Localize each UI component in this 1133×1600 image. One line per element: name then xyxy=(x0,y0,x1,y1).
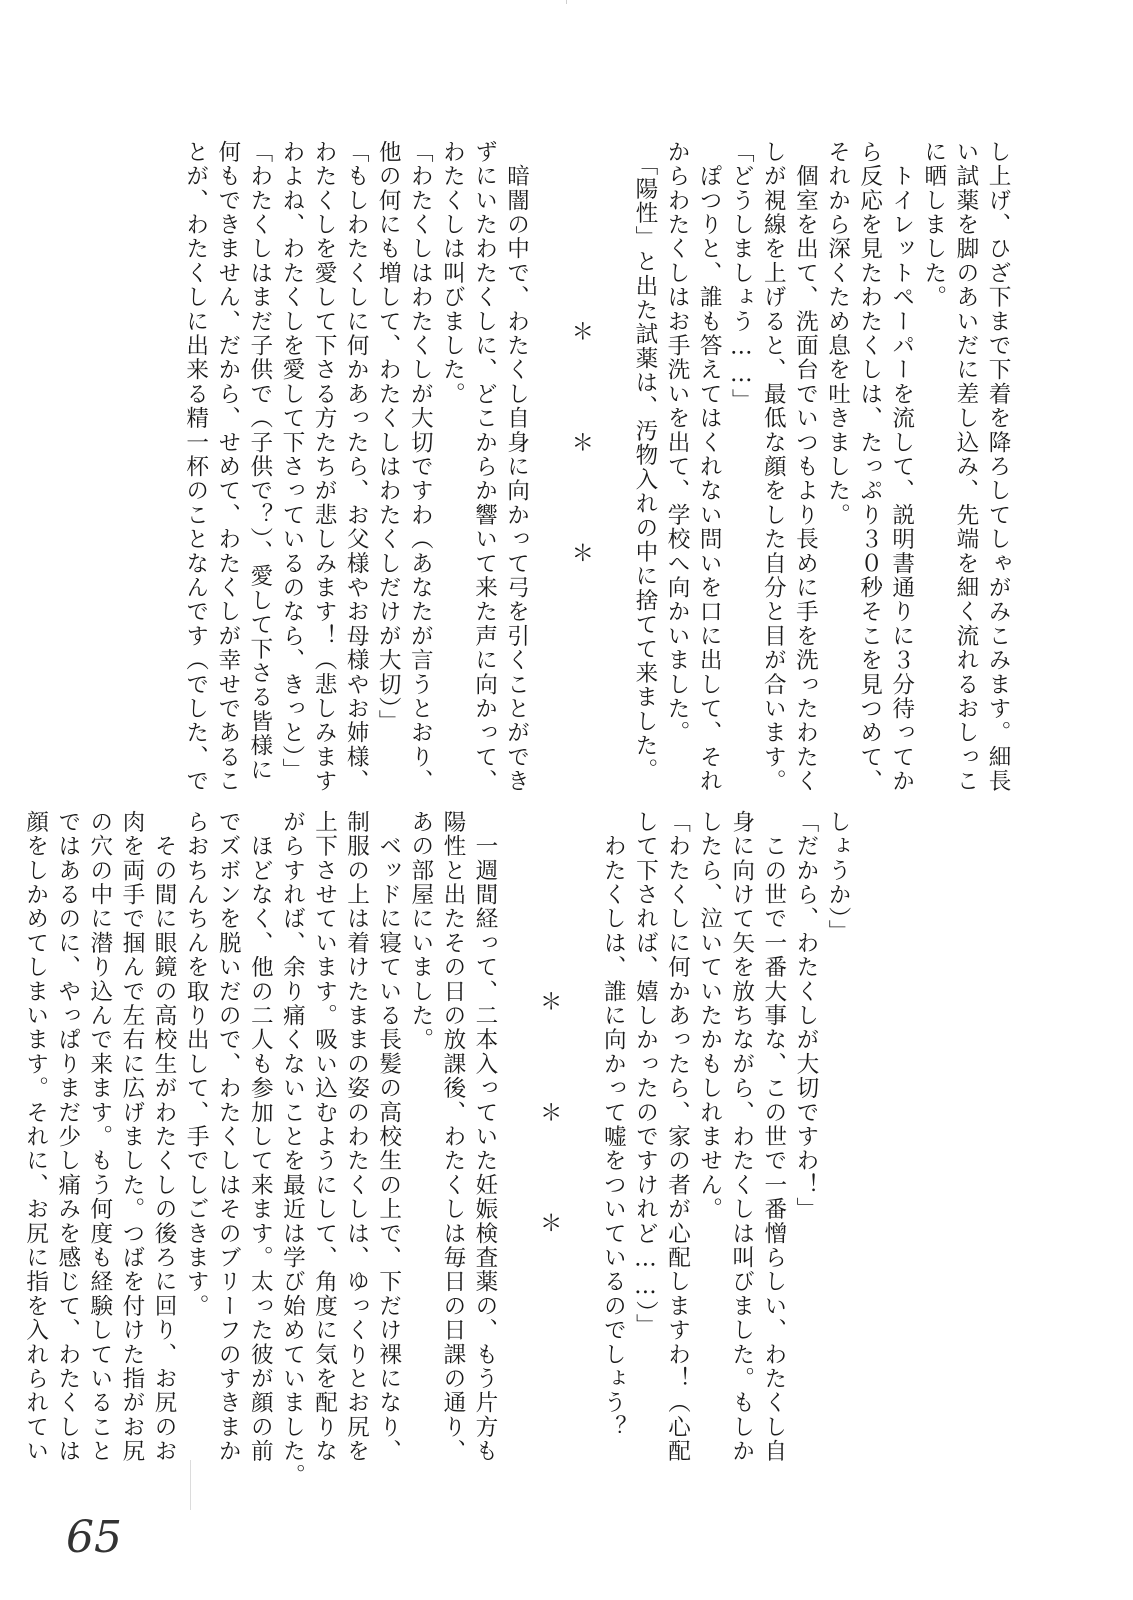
text-column: 何もできません、だから、せめて、わたくしが幸せであるこ xyxy=(214,140,241,794)
text-column: でズボンを脱いだので、わたくしはそのブリーフのすきまか xyxy=(215,810,242,1464)
text-column: ベッドに寝ている長髪の高校生の上で、下だけ裸になり、 xyxy=(375,810,402,1464)
text-column: あの部屋にいました。 xyxy=(407,810,434,1052)
text-column: しが視線を上げると、最低な顔をした自分と目が合います。 xyxy=(760,140,787,794)
text-column: し上げ、ひざ下まで下着を降ろしてしゃがみこみます。細長 xyxy=(985,140,1011,794)
text-column: したら、泣いていたかもしれません。 xyxy=(696,810,723,1222)
text-column: 制服の上は着けたままの姿のわたくしは、ゆっくりとお尻を xyxy=(343,810,370,1464)
text-column: 暗闇の中で、わたくし自身に向かって弓を引くことができ xyxy=(503,140,530,794)
text-column: 「もしわたくしに何かあったら、お父様やお母様やお姉様、 xyxy=(343,140,370,794)
text-column: それから深くため息を吐きました。 xyxy=(824,140,851,528)
text-column: 一週間経って、二本入っていた妊娠検査薬の、もう片方も xyxy=(471,810,498,1464)
text-column: 上下させています。吸い込むようにして、角度に気を配りな xyxy=(311,810,338,1464)
text-column: ではあるのに、やっぱりまだ少し痛みを感じて、わたくしは xyxy=(54,810,81,1464)
text-column: 「わたくしはわたくしが大切ですわ（あなたが言うとおり、 xyxy=(407,140,434,794)
text-column: ぽつりと、誰も答えてはくれない問いを口に出して、それ xyxy=(696,140,723,794)
text-column xyxy=(533,140,565,765)
text-column: 「陽性」と出た試薬は、汚物入れの中に捨てて来ました。 xyxy=(631,140,658,783)
text-column: 「どうしましょう……」 xyxy=(728,140,755,413)
text-column: しょうか）」 xyxy=(825,810,851,944)
text-column: 陽性と出たその日の放課後、わたくしは毎日の日課の通り、 xyxy=(439,810,466,1464)
text-column: わよね、わたくしを愛して下さっているのなら、きっと）」 xyxy=(278,140,305,783)
text-column: 個室を出て、洗面台でいつもより長めに手を洗ったわたく xyxy=(792,140,819,794)
section-break: ＊＊＊ xyxy=(536,990,563,1322)
text-column: この世で一番大事な、この世で一番憎らしい、わたくし自 xyxy=(760,810,787,1464)
text-column: 他の何にも増して、わたくしはわたくしだけが大切）」 xyxy=(375,140,402,734)
upper-text-block xyxy=(160,140,1014,794)
text-column: わたくしは叫びました。 xyxy=(439,140,466,407)
text-column: その間に眼鏡の高校生がわたくしの後ろに回り、お尻のお xyxy=(151,810,178,1464)
text-column: ら反応を見たわたくしは、たっぷり３０秒そこを見つめて、 xyxy=(856,140,883,794)
section-break: ＊＊＊ xyxy=(567,320,594,652)
text-column: 身に向けて矢を放ちながら、わたくしは叫びました。もしか xyxy=(728,810,755,1464)
text-column: ほどなく、他の二人も参加して来ます。太った彼が顔の前 xyxy=(247,810,274,1464)
text-column: わたくしは、誰に向かって嘘をついているのでしょう？ xyxy=(600,810,627,1440)
text-column: の穴の中に潜り込んで来ます。もう何度も経験していること xyxy=(86,810,113,1464)
text-column: とが、わたくしに出来る精一杯のことなんです（でした、で xyxy=(182,140,209,794)
text-column: がらすれば、余り痛くないことを最近は学び始めていました。 xyxy=(279,810,306,1488)
page-number: 65 xyxy=(66,1512,122,1563)
text-column: 「だから、わたくしが大切ですわ！」 xyxy=(792,810,819,1222)
text-column: トイレットペーパーを流して、説明書通りに３分待ってか xyxy=(888,140,915,794)
text-column: 顔をしかめてしまいます。それに、お尻に指を入れられてい xyxy=(22,810,49,1464)
text-column: い試薬を脚のあいだに差し込み、先端を細く流れるおしっこ xyxy=(952,140,979,794)
text-column: からわたくしはお手洗いを出て、学校へ向かいました。 xyxy=(664,140,691,745)
text-column: に晒しました。 xyxy=(920,140,947,310)
text-column xyxy=(565,810,597,1445)
text-column: して下されば、嬉しかったのですけれど……）」 xyxy=(632,810,659,1338)
lower-text-block xyxy=(22,810,854,1488)
margin-line xyxy=(190,1460,191,1510)
text-column: 肉を両手で掴んで左右に広げました。つばを付けた指がお尻 xyxy=(118,810,145,1464)
text-column xyxy=(597,140,629,765)
text-column: 「わたくしに何かあったら、家の者が心配しますわ！（心配 xyxy=(664,810,691,1464)
text-column: ずにいたわたくしに、どこからか響いて来た声に向かって、 xyxy=(471,140,498,794)
text-column: らおちんちんを取り出して、手でしごきます。 xyxy=(183,810,210,1319)
text-column: 「わたくしはまだ子供で（子供で？）、愛して下さる皆様に xyxy=(246,140,273,783)
text-column xyxy=(501,810,533,1445)
text-column: わたくしを愛して下さる方たちが悲しみます！（悲しみます xyxy=(311,140,338,794)
gutter-mark xyxy=(566,0,567,4)
